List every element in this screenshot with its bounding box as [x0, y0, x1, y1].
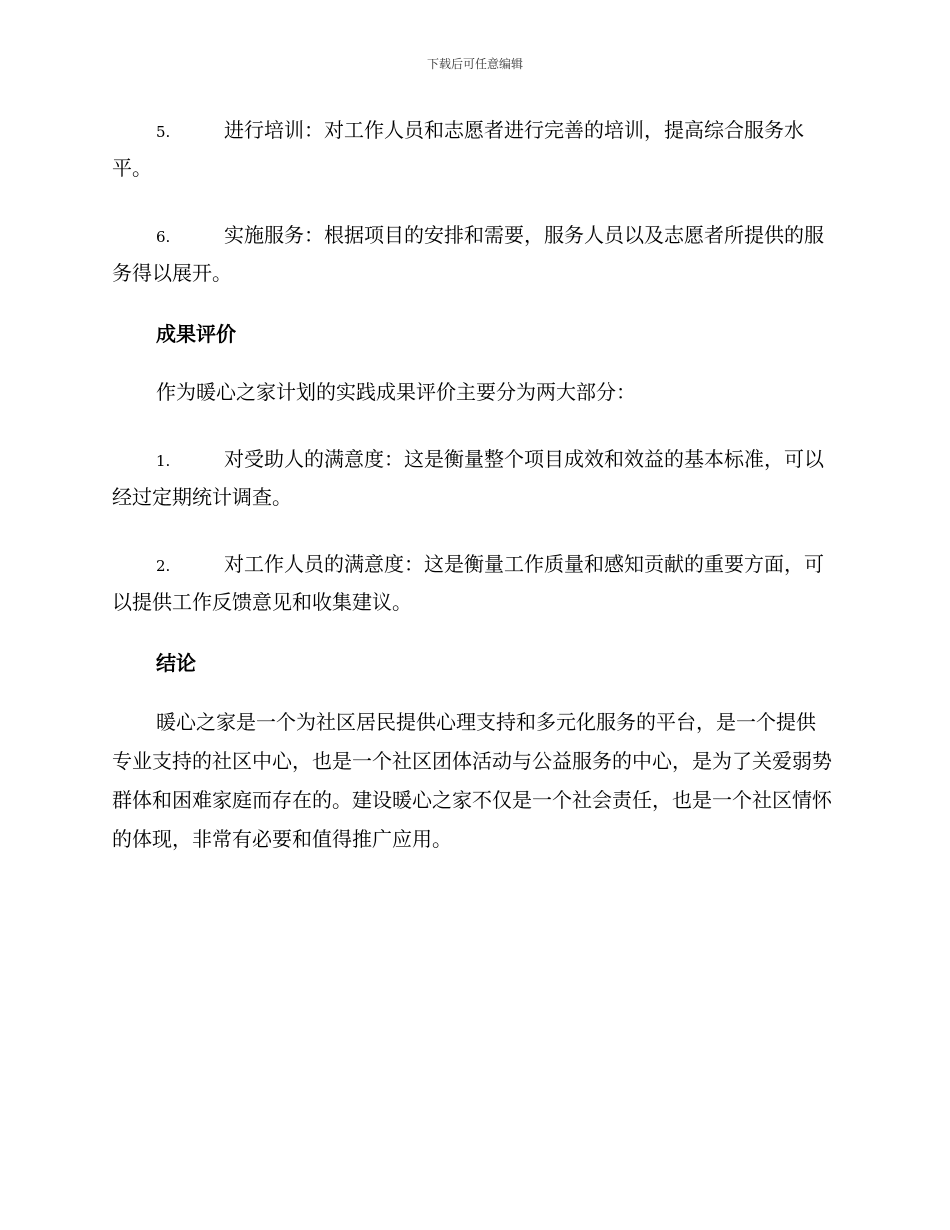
list-number: 6. [156, 228, 171, 246]
list-number: 5. [156, 123, 171, 141]
list-item [112, 112, 834, 186]
list-item [112, 546, 834, 620]
list-number: 1. [156, 452, 171, 470]
document-body [112, 112, 834, 859]
conclusion-paragraph: 暖心之家是一个为社区居民提供心理支持和多元化服务的平台，是一个提供专业支持的社区中心，也是一个社区团体活动与公益服务的中心，是为了关爱弱势群体和困难家庭而存在的。建设暖心之家不仅是一个社会责任，也是一个社区情怀的体现，非常有必要和值得推广应用。 [112, 710, 832, 851]
list-text: 进行培训：对工作人员和志愿者进行完善的培训，提高综合服务水平。 [112, 118, 804, 180]
page-header: 下载后可任意编辑 [426, 57, 523, 71]
list-item [112, 217, 834, 291]
list-text: 对受助人的满意度：这是衡量整个项目成效和效益的基本标准，可以经过定期统计调查。 [112, 447, 824, 509]
list-item [112, 441, 834, 515]
section-intro: 作为暖心之家计划的实践成果评价主要分为两大部分： [156, 380, 636, 404]
section-heading-conclusion: 结论 [156, 651, 196, 675]
section-heading-evaluation: 成果评价 [156, 322, 236, 346]
list-text: 对工作人员的满意度：这是衡量工作质量和感知贡献的重要方面，可以提供工作反馈意见和收集建议。 [112, 552, 824, 614]
list-text: 实施服务：根据项目的安排和需要，服务人员以及志愿者所提供的服务得以展开。 [112, 223, 824, 285]
list-number: 2. [156, 557, 171, 575]
